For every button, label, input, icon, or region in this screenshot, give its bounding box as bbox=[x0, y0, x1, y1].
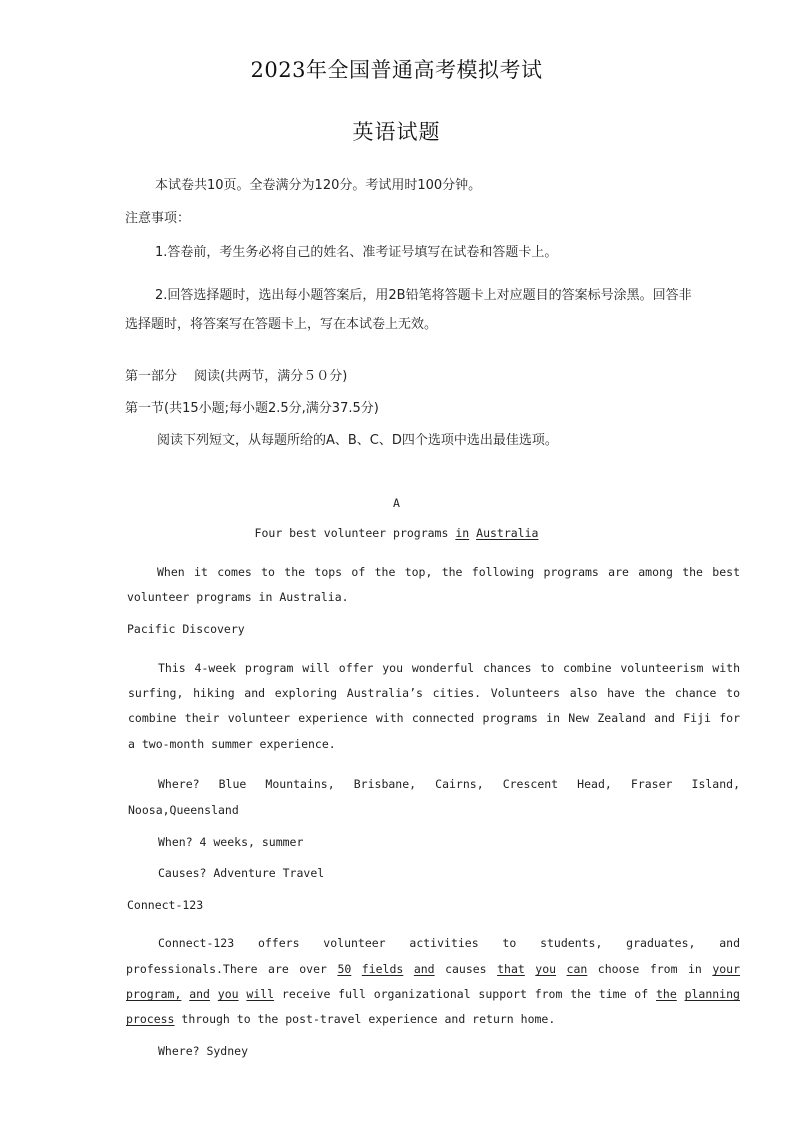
program-2-line-4 bbox=[126, 1011, 555, 1027]
p2-l2-a: professionals.There are over bbox=[126, 962, 338, 976]
program-1-line-3: combine their volunteer experience with connected programs in New Zealand and Fiji for bbox=[128, 711, 740, 725]
part-one-heading: 第一部分 阅读(共两节，满分５０分) bbox=[125, 369, 348, 384]
p2-l2-you: you bbox=[535, 962, 557, 976]
program-1-line-1: This 4-week program will offer you wonderful chances to combine volunteerism with bbox=[158, 661, 740, 675]
note-2-line-1: 2.回答选择题时，选出每小题答案后，用2B铅笔将答题卡上对应题目的答案标号涂黑。回答非 bbox=[155, 288, 692, 303]
p2-l3-and: and bbox=[189, 987, 210, 1001]
p2-l2-c bbox=[403, 962, 413, 976]
program-2-line-3 bbox=[126, 986, 740, 1002]
program-1-name: Pacific Discovery bbox=[127, 622, 245, 636]
reading-directions: 阅读下列短文，从每题所给的A、B、C、D四个选项中选出最佳选项。 bbox=[157, 433, 558, 448]
exam-intro: 本试卷共10页。全卷满分为120分。考试用时100分钟。 bbox=[155, 178, 482, 193]
p2-l2-that: that bbox=[497, 962, 525, 976]
program-1-line-2: surfing, hiking and exploring Australia’s cities. Volunteers also have the chance to bbox=[128, 686, 740, 700]
p2-l2-50: 50 bbox=[337, 962, 352, 976]
program-2-name: Connect-123 bbox=[127, 898, 204, 912]
p2-l2-e bbox=[525, 962, 535, 976]
p2-l4-rest: through to the post-travel experience and return home. bbox=[174, 1012, 556, 1026]
program-2-where: Where? Sydney bbox=[158, 1044, 249, 1058]
passage-letter: A bbox=[393, 496, 400, 510]
passage-title bbox=[0, 525, 793, 541]
p2-l3-e bbox=[677, 987, 685, 1001]
p2-l2-can: can bbox=[566, 962, 588, 976]
passage-title-in: in bbox=[455, 526, 470, 540]
program-2-line-2 bbox=[126, 961, 740, 977]
p2-l3-will: will bbox=[246, 987, 275, 1001]
p2-l3-program: program, bbox=[126, 987, 182, 1001]
passage-title-text: Four best volunteer programs bbox=[254, 526, 456, 540]
program-1-line-4: a two-month summer experience. bbox=[128, 737, 336, 751]
p2-l4-process: process bbox=[126, 1012, 175, 1026]
p2-l3-you: you bbox=[217, 987, 239, 1001]
p2-l2-your: your bbox=[712, 962, 741, 976]
program-1-where-line-2: Noosa,Queensland bbox=[128, 803, 239, 817]
notes-label: 注意事项： bbox=[125, 211, 191, 226]
program-1-causes: Causes? Adventure Travel bbox=[158, 866, 325, 880]
p2-l3-planning: planning bbox=[684, 987, 740, 1001]
p2-l3-the: the bbox=[655, 987, 677, 1001]
program-2-line-1: Connect-123 offers volunteer activities to students, graduates, and bbox=[158, 936, 740, 950]
passage-title-australia: Australia bbox=[476, 526, 539, 540]
note-1: 1.答卷前，考生务必将自己的姓名、准考证号填写在试卷和答题卡上。 bbox=[155, 245, 558, 260]
p2-l2-b bbox=[351, 962, 361, 976]
program-1-where-line-1: Where? Blue Mountains, Brisbane, Cairns, Crescent Head, Fraser Island, bbox=[158, 777, 740, 791]
exam-title: 2023年全国普通高考模拟考试 bbox=[250, 58, 543, 82]
p2-l3-b bbox=[210, 987, 218, 1001]
intro-line-1: When it comes to the tops of the top, the following programs are among the best bbox=[157, 565, 740, 579]
p2-l3-d: receive full organizational support from the time of bbox=[274, 987, 656, 1001]
p2-l2-g: choose from in bbox=[587, 962, 713, 976]
p2-l2-and: and bbox=[413, 962, 435, 976]
p2-l2-fields: fields bbox=[361, 962, 404, 976]
p2-l2-d: causes bbox=[434, 962, 498, 976]
intro-line-2: volunteer programs in Australia. bbox=[127, 590, 349, 604]
p2-l2-f bbox=[556, 962, 566, 976]
section-one-heading: 第一节(共15小题;每小题2.5分,满分37.5分) bbox=[125, 401, 379, 416]
note-2-line-2: 选择题时，将答案写在答题卡上，写在本试卷上无效。 bbox=[125, 317, 438, 332]
exam-subtitle: 英语试题 bbox=[352, 120, 441, 144]
program-1-when: When? 4 weeks, summer bbox=[158, 835, 304, 849]
